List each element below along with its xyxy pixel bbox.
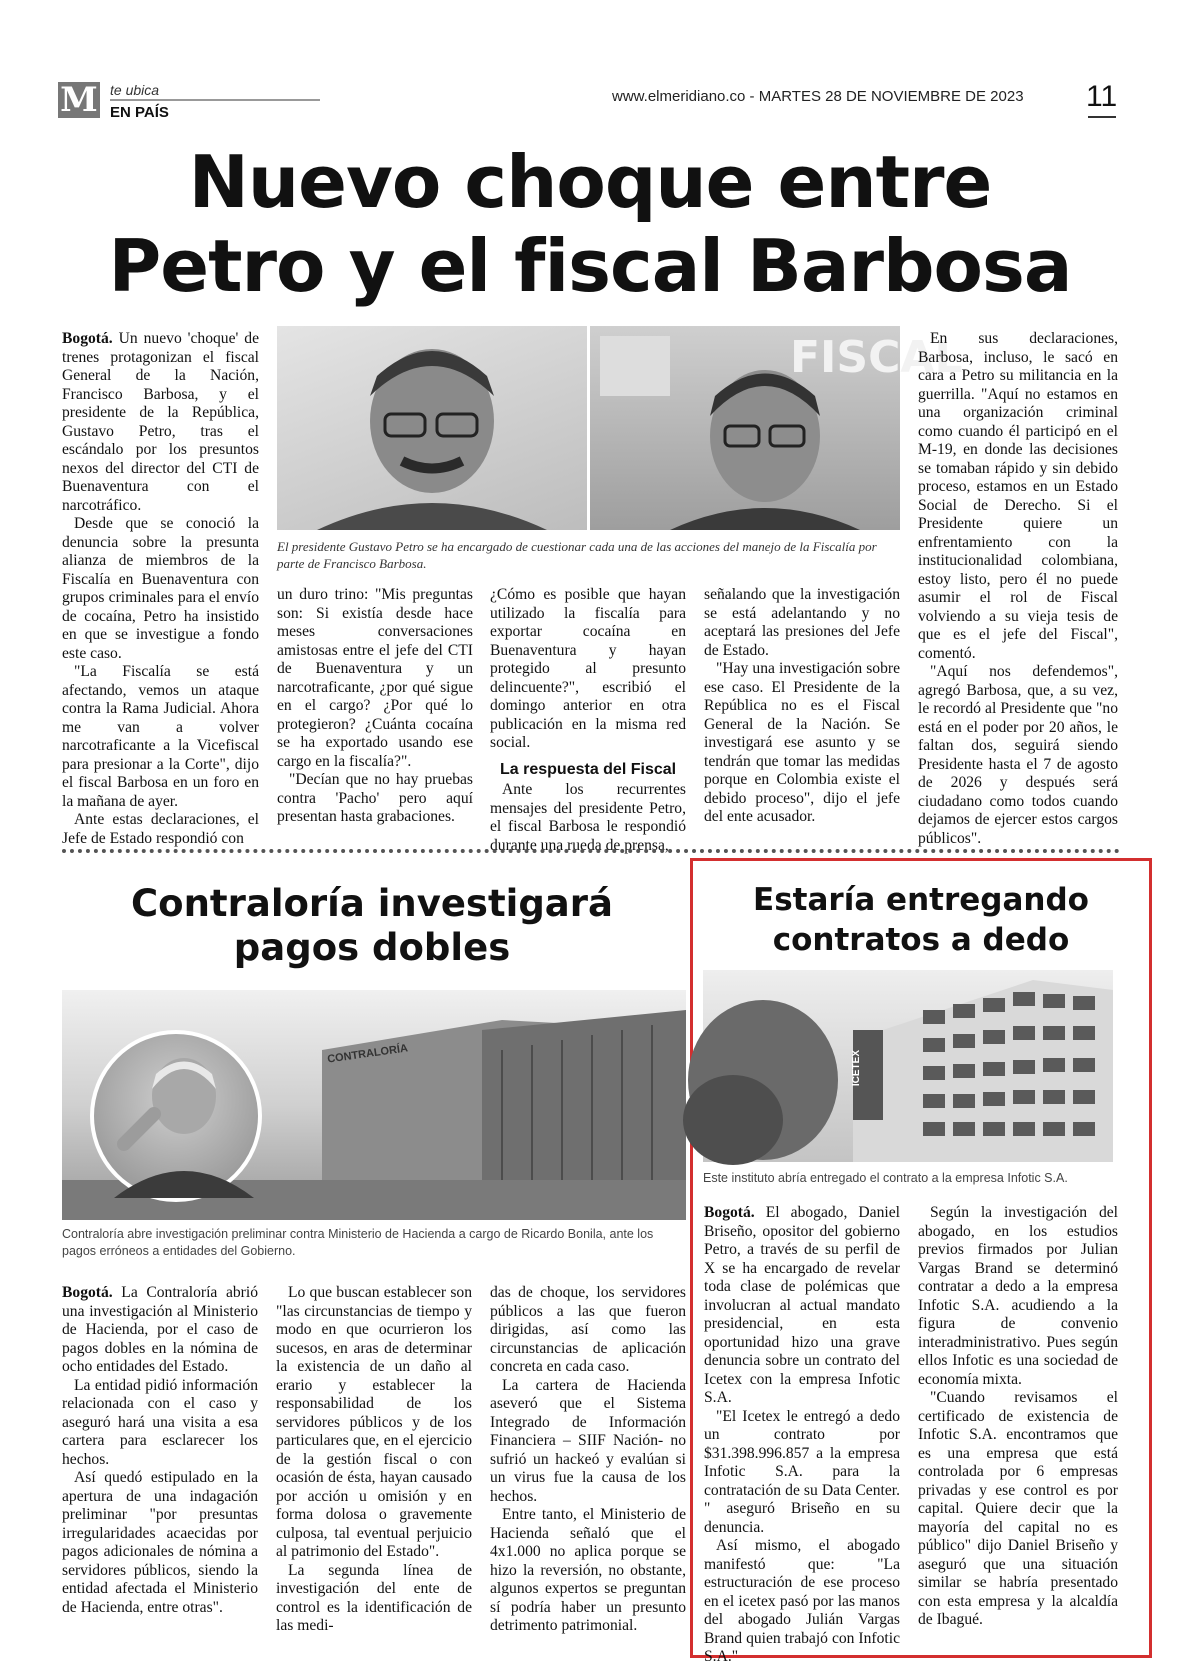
dateline: Bogotá. xyxy=(704,1204,755,1221)
main-paragraph: Ante estas declaraciones, el Jefe de Estado respondió con xyxy=(62,811,259,847)
icetex-paragraph: Así mismo, el abogado manifestó que: "La estructuración de ese proceso en el icetex pasó por las manos del abogado Julián Vargas Brand quien trabajó con Infotic S.A." xyxy=(704,1537,900,1665)
icetex-headline xyxy=(694,880,1148,960)
main-headline-line2: Petro y el fiscal Barbosa xyxy=(108,224,1072,308)
icetex-headline-line2: contratos a dedo xyxy=(772,922,1070,958)
icetex-building-photo xyxy=(703,970,1113,1162)
section-divider xyxy=(62,849,1120,853)
contraloria-paragraph: La entidad pidió información relacionada con el caso y aseguró hará una visita a esa cartera para esclarecer los hechos. xyxy=(62,1376,258,1468)
dateline: Bogotá. xyxy=(62,330,113,347)
main-paragraph: "Hay una investigación sobre ese caso. El Presidente de la República no es el Fiscal General de la Nación. Se investigará ese asunto y se tendrán que tomar las medidas porque en Colombia existe el debido proceso", dijo el jefe del ente acusador. xyxy=(704,660,900,825)
main-photo-caption: El presidente Gustavo Petro se ha encargado de cuestionar cada una de las acciones del manejo de la Fiscalía por parte de Francisco Barbosa. xyxy=(277,539,877,571)
petro-portrait-photo xyxy=(277,326,587,530)
contraloria-headline-line1: Contraloría investigará xyxy=(131,882,613,925)
main-story-column-4 xyxy=(704,586,900,827)
icetex-column-1 xyxy=(704,1204,900,1667)
icetex-photo-caption: Este instituto abría entregado el contrato a la empresa Infotic S.A. xyxy=(703,1171,1068,1185)
icetex-sign-text: ICETEX xyxy=(851,1050,862,1087)
portrait-illustration xyxy=(94,1034,258,1198)
section-name: EN PAÍS xyxy=(110,104,169,121)
contraloria-headline xyxy=(62,882,682,970)
barbosa-portrait-photo xyxy=(590,326,963,530)
page-number-rule xyxy=(1088,116,1116,118)
section-rule xyxy=(110,99,320,101)
paragraph-text: El abogado, Daniel Briseño, opositor del gobierno Petro, a través de su perfil de X se ha encargado de revelar toda clase de polémicas que involucran al actual mandato presidencial, en esta oportunidad hizo una grave denuncia sobre un contrato del Icetex con la empresa Infotic S.A. xyxy=(704,1204,900,1406)
icetex-paragraph: "Cuando revisamos el certificado de existencia de Infotic S.A. encontramos que es una empresa que está controlada por 6 empresas privadas y ese control es por capital. Quiere decir que la mayoría del capital no es público" dijo Daniel Briseño y aseguró que una situación similar se habría presentado con esta empresa y la alcaldía de Ibagué. xyxy=(918,1389,1118,1628)
icetex-headline-line1: Estaría entregando xyxy=(753,882,1089,918)
paragraph-text: La Contraloría abrió una investigación al Ministerio de Hacienda, por el caso de pagos dobles en la nómina de ocho entidades del Estado. xyxy=(62,1284,258,1375)
folio-line: www.elmeridiano.co - MARTES 28 DE NOVIEMBRE DE 2023 xyxy=(612,88,1024,105)
main-paragraph: "Aquí nos defendemos", agregó Barbosa, que, a su vez, le recordó al Presidente que "no está en el poder por 20 años, le faltan dos, seguirá siendo Presidente hasta el 7 de agosto de 2026 y después será ciudadano como todos cuando dejamos de ejercer estos cargos públicos". xyxy=(918,663,1118,847)
icetex-paragraph: "El Icetex le entregó a dedo un contrato por $31.398.996.857 a la empresa Infotic S.A. para la contratación de su Data Center. " aseguró Briseño en su denuncia. xyxy=(704,1407,900,1536)
main-paragraph: "Decían que no hay pruebas contra 'Pacho' pero aquí presentan hasta grabaciones. xyxy=(277,771,473,825)
contraloria-paragraph xyxy=(62,1284,258,1377)
contraloria-photo-caption: Contraloría abre investigación preliminar contra Ministerio de Hacienda a cargo de Ricardo Bonila, ante los pagos erróneos a entidades del Gobierno. xyxy=(62,1227,654,1258)
building-illustration xyxy=(703,970,1113,1162)
main-paragraph: Ante los recurrentes mensajes del presidente Petro, el fiscal Barbosa le respondió durante una rueda de prensa, xyxy=(490,781,686,854)
dateline: Bogotá. xyxy=(62,1284,113,1301)
contraloria-paragraph: La segunda línea de investigación del ente de control es la identificación de las medi- xyxy=(276,1561,472,1634)
petro-portrait-illustration xyxy=(277,326,587,530)
contraloria-building-photo xyxy=(62,990,686,1220)
main-story-column-2 xyxy=(277,586,473,827)
contraloria-paragraph: das de choque, los servidores públicos a las que fueron dirigidas, así como las circunstancias de aplicación concreta en cada caso. xyxy=(490,1284,686,1375)
main-paragraph: ¿Cómo es posible que hayan utilizado la fiscalía para exportar cocaína en Buenaventura y hayan protegido al presunto delincuente?", escribió el domingo anterior en otra publicación en la misma red social. xyxy=(490,586,686,751)
icetex-column-2 xyxy=(918,1204,1118,1630)
contraloria-paragraph: Lo que buscan establecer son "las circunstancias de tiempo y modo en que ocurrieron los sucesos, en aras de determinar la existencia de un daño al erario y establecer la responsabilidad de los servidores públicos y de los particulares que, en el ejercicio de la gestión fiscal o con ocasión de ésta, hayan causado por acción u omisión y en forma dolosa o gravemente culposa, tal eventual perjuicio al patrimonio del Estado". xyxy=(276,1284,472,1560)
section-kicker: te ubica xyxy=(110,82,160,98)
icetex-paragraph: Según la investigación del abogado, en los estudios previos firmados por Julian Vargas Brand se determinó contratar a dedo a la empresa Infotic S.A. acudiendo a la figura de convenio interadministrativo. Pues según ellos Infotic es una sociedad de economía mixta. xyxy=(918,1204,1118,1388)
contraloria-paragraph: Entre tanto, el Ministerio de Hacienda señaló que el 4x1.000 no aplica porque se hizo la reversión, no obstante, algunos expertos se preguntan sí podría haber un presunto detrimento patrimonial. xyxy=(490,1506,686,1634)
contraloria-sign-text: CONTRALORÍA xyxy=(326,1042,409,1066)
newspaper-logo: M xyxy=(58,82,100,118)
main-headline xyxy=(60,140,1120,308)
main-headline-line1: Nuevo choque entre xyxy=(188,140,992,224)
paragraph-text: Un nuevo 'choque' de trenes protagonizan el fiscal General de la Nación, Francisco Barbosa, y el presidente de la República, Gustavo Petro, tras el escándalo por los presuntos nexos del director del CTI de Buenaventura con el narcotráfico. xyxy=(62,330,259,514)
contraloria-paragraph: La cartera de Hacienda aseveró que el Sistema Integrado de Información Financiera – SIIF Nación- no sufrió un hackeó y evalúan si un virus fue la causa de los hechos. xyxy=(490,1376,686,1505)
bonilla-portrait-inset xyxy=(90,1030,262,1202)
contraloria-column-1 xyxy=(62,1284,258,1617)
main-story-column-1 xyxy=(62,330,259,848)
main-paragraph: señalando que la investigación se está adelantando y no aceptará las presiones del Jefe de Estado. xyxy=(704,586,900,659)
main-story-column-3 xyxy=(490,586,686,855)
main-paragraph: "La Fiscalía se está afectando, vemos un ataque contra la Rama Judicial. Ahora me van a volver narcotraficante a la Vicefiscal para presionar a la Corte", dijo el fiscal Barbosa en un foro en la mañana de ayer. xyxy=(62,663,259,810)
fiscal-response-subhead: La respuesta del Fiscal xyxy=(500,760,677,778)
contraloria-column-3 xyxy=(490,1284,686,1636)
main-paragraph xyxy=(62,330,259,515)
main-paragraph: Desde que se conoció la denuncia sobre la presunta alianza de miembros de la Fiscalía en Buenaventura con grupos criminales para el envío de cocaína, Petro ha insistido en que se investigue a fondo este caso. xyxy=(62,515,259,662)
icetex-paragraph xyxy=(704,1204,900,1408)
page-number: 11 xyxy=(1086,80,1118,113)
main-paragraph: En sus declaraciones, Barbosa, incluso, le sacó en cara a Petro su militancia en la guerrilla. "Aquí no estamos en una organización criminal como cuando él participó en el M-19, en donde las decisiones se tomaban rápido y sin debido proceso, estamos en un Estado Social de Derecho. Si el Presidente quiere un enfrentamiento con la institucionalidad colombiana, estoy listo, pero él no puede asumir el rol de Fiscal volviendo a su vieja tesis de que es el jefe del Fiscal", comentó. xyxy=(918,330,1118,662)
contraloria-headline-line2: pagos dobles xyxy=(233,926,511,969)
main-paragraph: un duro trino: "Mis preguntas son: Si existía desde hace meses conversaciones amistosas entre el jefe del CTI de Buenaventura y un narcotraficante, ¿por qué sigue en el cargo? ¿Por qué lo protegieron? ¿Cuánta cocaína se ha exportado usando ese cargo en la fiscalía?". xyxy=(277,586,473,770)
contraloria-column-2 xyxy=(276,1284,472,1636)
fiscal-sign-text: FISCAL xyxy=(790,332,963,383)
main-story-column-5 xyxy=(918,330,1118,848)
contraloria-paragraph: Así quedó estipulado en la apertura de una indagación preliminar "por presuntas irregularidades acaecidas por pagos adicionales de nómina a servidores públicos, siendo la entidad afectada el Ministerio de Hacienda, entre otras". xyxy=(62,1469,258,1616)
